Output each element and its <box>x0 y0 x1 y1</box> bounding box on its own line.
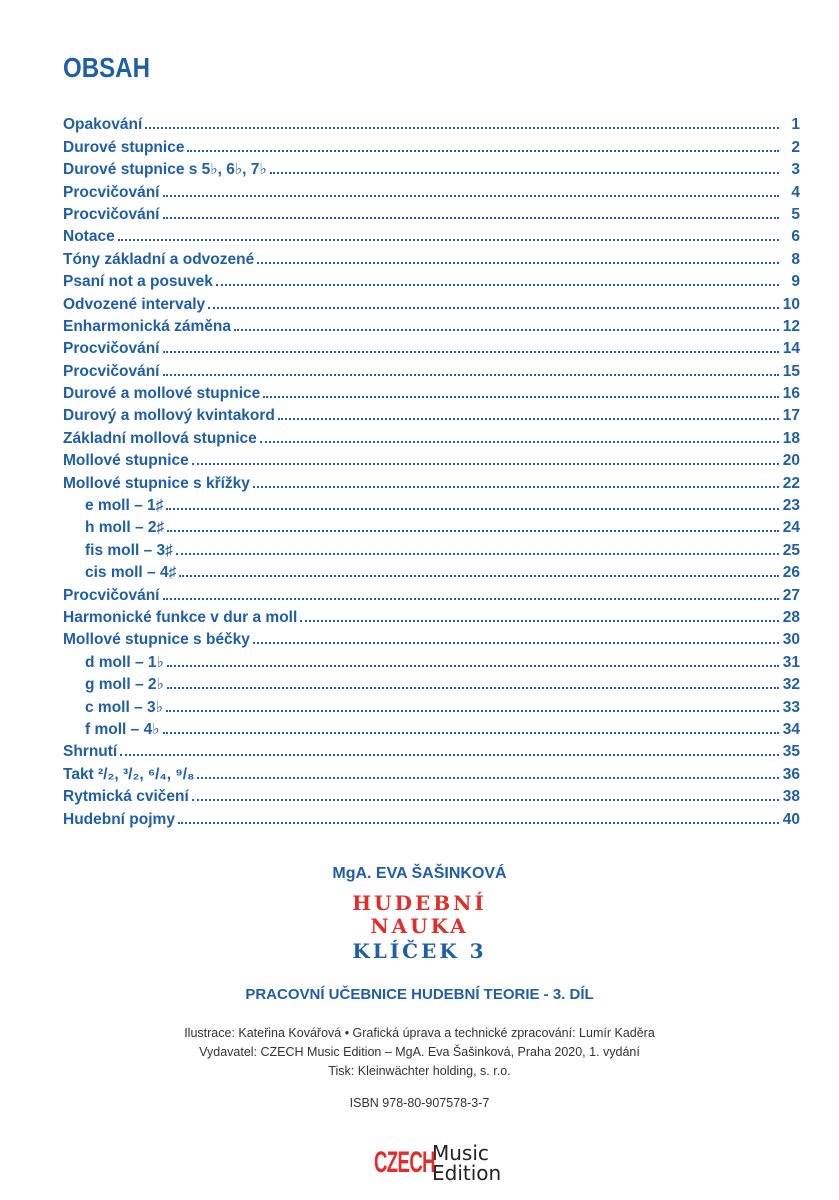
toc-page-number: 27 <box>782 586 800 604</box>
book-title-line-2: NAUKA <box>370 914 469 938</box>
toc-entry-label: Mollové stupnice <box>63 452 189 470</box>
toc-entry-label: Procvičování <box>63 362 160 380</box>
toc-dot-leader <box>163 374 780 376</box>
toc-entry-label: e moll – 1♯ <box>85 497 164 515</box>
toc-dot-leader <box>163 351 780 353</box>
toc-dot-leader <box>270 172 779 174</box>
toc-entry-label: Procvičování <box>63 205 160 223</box>
toc-dot-leader <box>253 486 779 488</box>
toc-entry[interactable] <box>63 202 800 224</box>
toc-entry[interactable] <box>63 761 800 783</box>
logo-music-text: Music <box>432 1141 489 1165</box>
credits-line-print: Tisk: Kleinwächter holding, s. r.o. <box>328 1064 511 1078</box>
toc-page-number: 2 <box>791 138 800 156</box>
toc-page-number: 15 <box>782 362 800 380</box>
toc-dot-leader <box>176 553 779 555</box>
toc-entry[interactable] <box>63 448 800 470</box>
toc-page-number: 26 <box>782 564 800 582</box>
toc-page-number: 8 <box>791 250 800 268</box>
toc-entry[interactable] <box>63 112 800 134</box>
toc-entry-label: Opakování <box>63 116 143 134</box>
logo-right-block <box>432 1143 501 1183</box>
toc-entry[interactable] <box>63 224 800 246</box>
toc-entry-label: Hudební pojmy <box>63 810 175 828</box>
toc-dot-leader <box>163 217 780 219</box>
toc-page-number: 9 <box>791 273 800 291</box>
toc-dot-leader <box>216 284 779 286</box>
toc-dot-leader <box>145 127 779 129</box>
toc-dot-leader <box>118 239 779 241</box>
toc-entry-label: Mollové stupnice s křížky <box>63 474 250 492</box>
toc-page-number: 18 <box>782 429 800 447</box>
toc-dot-leader <box>253 642 779 644</box>
toc-page-number: 40 <box>782 810 800 828</box>
toc-dot-leader <box>263 396 779 398</box>
toc-dot-leader <box>163 732 780 734</box>
toc-dot-leader <box>300 620 779 622</box>
toc-entry-label: Shrnutí <box>63 743 118 761</box>
toc-entry-label: Procvičování <box>63 586 160 604</box>
toc-entry-label: c moll – 3♭ <box>85 698 163 716</box>
toc-entry-label: g moll – 2♭ <box>85 676 164 694</box>
toc-page-number: 25 <box>782 541 800 559</box>
toc-entry[interactable] <box>63 493 800 515</box>
toc-page-number: 38 <box>782 788 800 806</box>
toc-entry[interactable] <box>63 537 800 559</box>
toc-page-number: 23 <box>782 497 800 515</box>
toc-dot-leader <box>166 508 779 510</box>
toc-entry[interactable] <box>63 336 800 358</box>
toc-entry[interactable] <box>63 717 800 739</box>
toc-entry[interactable] <box>63 605 800 627</box>
toc-page-number: 10 <box>782 295 800 313</box>
toc-dot-leader <box>166 710 779 712</box>
toc-dot-leader <box>192 799 779 801</box>
toc-entry-label: Enharmonická záměna <box>63 317 231 335</box>
credits-line-illustration: Ilustrace: Kateřina Kovářová • Grafická úprava a technické zpracování: Lumír Kaděra <box>184 1026 655 1040</box>
toc-page-number: 22 <box>782 474 800 492</box>
toc-entry-label: Rytmická cvičení <box>63 788 189 806</box>
toc-page-number: 20 <box>782 452 800 470</box>
toc-entry-label: Takt ²/₂, ³/₂, ⁶/₄, ⁹/₈ <box>63 765 195 783</box>
logo-czech-text: CZECH <box>374 1146 435 1179</box>
toc-entry[interactable] <box>63 806 800 828</box>
toc-dot-leader <box>192 463 779 465</box>
toc-page-number: 32 <box>782 676 800 694</box>
toc-dot-leader <box>178 822 779 824</box>
toc-page-number: 24 <box>782 519 800 537</box>
toc-entry-label: Mollové stupnice s béčky <box>63 631 250 649</box>
toc-entry[interactable] <box>63 515 800 537</box>
toc-entry-label: Psaní not a posuvek <box>63 273 213 291</box>
toc-dot-leader <box>234 329 779 331</box>
author-name: MgA. EVA ŠAŠINKOVÁ <box>332 865 507 882</box>
toc-entry[interactable] <box>63 582 800 604</box>
page-title: OBSAH <box>63 52 150 83</box>
toc-entry[interactable] <box>63 672 800 694</box>
toc-entry[interactable] <box>63 694 800 716</box>
toc-entry-label: Procvičování <box>63 340 160 358</box>
toc-entry[interactable] <box>63 403 800 425</box>
toc-dot-leader <box>120 754 779 756</box>
toc-entry-label: fis moll – 3♯ <box>85 541 173 559</box>
toc-dot-leader <box>278 418 779 420</box>
toc-dot-leader <box>257 262 779 264</box>
toc-entry[interactable] <box>63 246 800 268</box>
toc-entry-label: Odvozené intervaly <box>63 295 206 313</box>
toc-page-number: 6 <box>791 228 800 246</box>
toc-page-number: 17 <box>782 407 800 425</box>
toc-entry[interactable] <box>63 358 800 380</box>
toc-entry[interactable] <box>63 560 800 582</box>
publisher-logo <box>374 1138 514 1188</box>
credits-line-publisher: Vydavatel: CZECH Music Edition – MgA. Eva Šašinková, Praha 2020, 1. vydání <box>199 1045 640 1059</box>
toc-dot-leader <box>163 195 780 197</box>
toc-entry[interactable] <box>63 649 800 671</box>
toc-entry[interactable] <box>63 470 800 492</box>
toc-page-number: 33 <box>782 698 800 716</box>
toc-entry-label: h moll – 2♯ <box>85 519 165 537</box>
toc-entry[interactable] <box>63 179 800 201</box>
table-of-contents <box>63 112 800 829</box>
toc-entry[interactable] <box>63 291 800 313</box>
toc-entry[interactable] <box>63 134 800 156</box>
toc-dot-leader <box>187 150 779 152</box>
toc-dot-leader <box>167 687 779 689</box>
toc-dot-leader <box>163 598 780 600</box>
toc-entry[interactable] <box>63 269 800 291</box>
toc-page-number: 16 <box>782 385 800 403</box>
toc-page-number: 30 <box>782 631 800 649</box>
toc-page-number: 28 <box>782 608 800 626</box>
toc-entry-label: d moll – 1♭ <box>85 653 164 671</box>
toc-entry-label: Základní mollová stupnice <box>63 429 257 447</box>
toc-dot-leader <box>179 575 779 577</box>
toc-entry[interactable] <box>63 627 800 649</box>
toc-page-number: 3 <box>791 161 800 179</box>
toc-page-number: 36 <box>782 765 800 783</box>
toc-entry-label: Procvičování <box>63 183 160 201</box>
toc-entry-label: Durové stupnice s 5♭, 6♭, 7♭ <box>63 161 267 179</box>
toc-entry-label: Durové a mollové stupnice <box>63 385 261 403</box>
toc-entry-label: Durové stupnice <box>63 138 185 156</box>
toc-entry[interactable] <box>63 425 800 447</box>
toc-entry[interactable] <box>63 381 800 403</box>
toc-page-number: 34 <box>782 720 800 738</box>
toc-dot-leader <box>167 530 779 532</box>
toc-entry[interactable] <box>63 739 800 761</box>
toc-dot-leader <box>167 665 779 667</box>
toc-page-number: 4 <box>791 183 800 201</box>
toc-entry-label: cis moll – 4♯ <box>85 564 177 582</box>
book-title-line-1: HUDEBNÍ <box>352 891 487 915</box>
toc-entry-label: Tóny základní a odvozené <box>63 250 255 268</box>
toc-entry-label: Durový a mollový kvintakord <box>63 407 275 425</box>
isbn: ISBN 978-80-907578-3-7 <box>349 1096 490 1110</box>
book-subtitle: PRACOVNÍ UČEBNICE HUDEBNÍ TEORIE - 3. DÍL <box>245 986 594 1003</box>
book-title-line-3: KLÍČEK 3 <box>352 939 487 963</box>
toc-entry-label: f moll – 4♭ <box>85 720 160 738</box>
toc-entry[interactable] <box>63 784 800 806</box>
toc-entry[interactable] <box>63 314 800 336</box>
toc-dot-leader <box>260 441 779 443</box>
toc-page-number: 5 <box>791 205 800 223</box>
toc-entry-label: Notace <box>63 228 115 246</box>
toc-page-number: 35 <box>782 743 800 761</box>
credits <box>0 1024 839 1081</box>
toc-dot-leader <box>197 777 779 779</box>
toc-page-number: 12 <box>782 317 800 335</box>
toc-entry-label: Harmonické funkce v dur a moll <box>63 608 298 626</box>
toc-page-number: 31 <box>782 653 800 671</box>
logo-edition-text: Edition <box>432 1161 502 1185</box>
toc-page-number: 14 <box>782 340 800 358</box>
toc-page-number: 1 <box>791 116 800 134</box>
toc-dot-leader <box>208 307 779 309</box>
toc-entry[interactable] <box>63 157 800 179</box>
